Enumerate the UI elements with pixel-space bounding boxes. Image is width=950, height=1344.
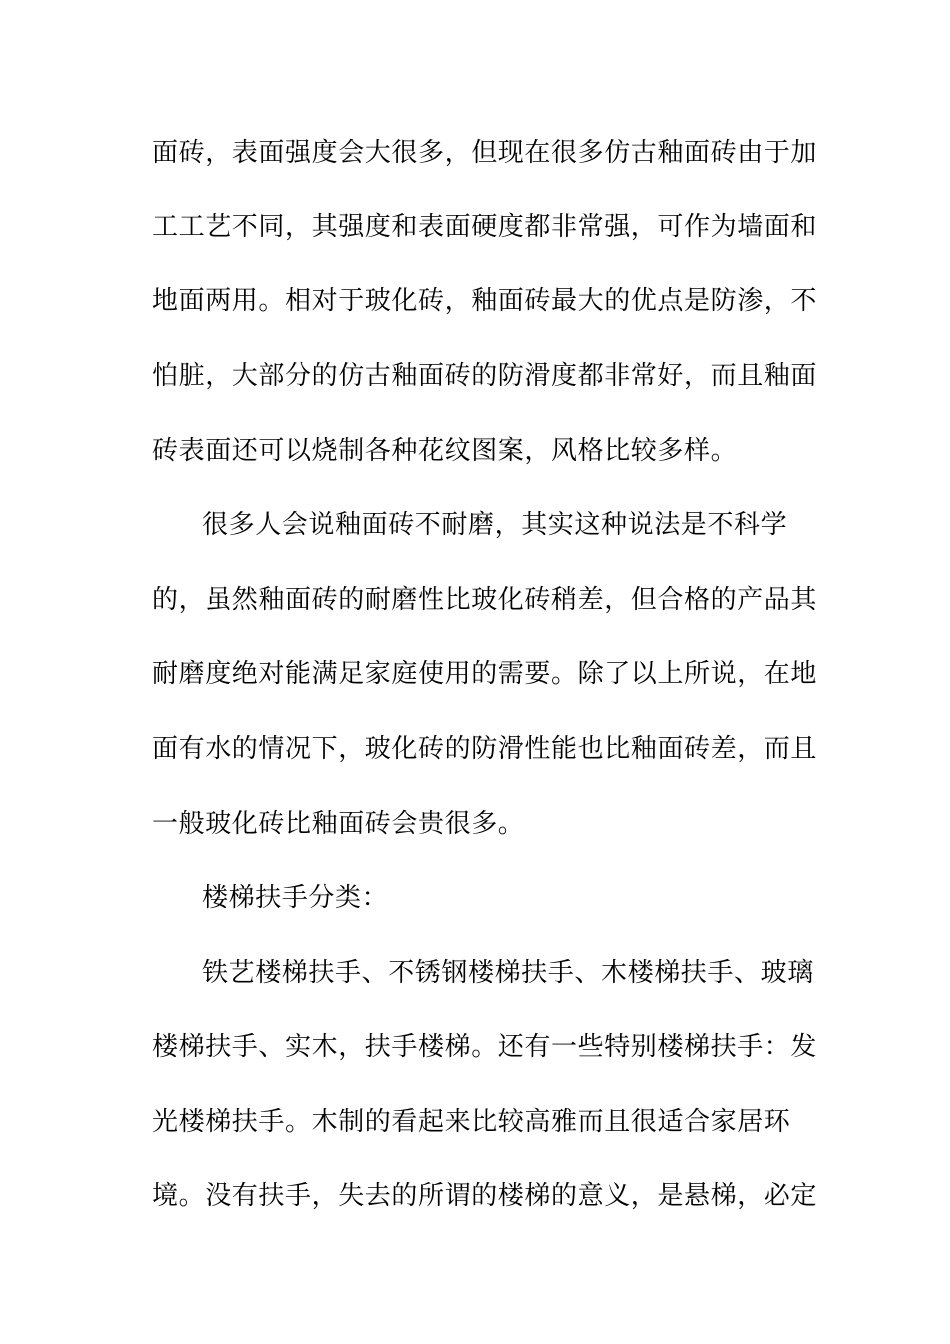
paragraph-start-line: 很多人会说釉面砖不耐磨，其实这种说法是不科学 [202, 510, 788, 540]
text-line: 光楼梯扶手。木制的看起来比较高雅而且很适合家居环 [152, 1107, 791, 1137]
text-line: 楼梯扶手、实木，扶手楼梯。还有一些特别楼梯扶手：发 [152, 1032, 818, 1062]
text-line: 的，虽然釉面砖的耐磨性比玻化砖稍差，但合格的产品其 [152, 585, 818, 615]
text-line: 面有水的情况下，玻化砖的防滑性能也比釉面砖差，而且 [152, 734, 818, 764]
text-line: 地面两用。相对于玻化砖，釉面砖最大的优点是防渗，不 [152, 286, 818, 316]
text-line: 耐磨度绝对能满足家庭使用的需要。除了以上所说，在地 [152, 659, 818, 689]
text-line: 砖表面还可以烧制各种花纹图案，风格比较多样。 [152, 436, 738, 466]
section-heading: 楼梯扶手分类： [202, 883, 389, 913]
text-line: 工工艺不同，其强度和表面硬度都非常强，可作为墙面和 [152, 212, 818, 242]
text-line: 怕脏，大部分的仿古釉面砖的防滑度都非常好，而且釉面 [152, 361, 818, 391]
text-line: 境。没有扶手，失去的所谓的楼梯的意义，是悬梯，必定 [152, 1181, 818, 1211]
text-line: 一般玻化砖比釉面砖会贵很多。 [152, 809, 525, 839]
paragraph-start-line: 铁艺楼梯扶手、不锈钢楼梯扶手、木楼梯扶手、玻璃 [202, 958, 814, 988]
text-line: 面砖，表面强度会大很多，但现在很多仿古釉面砖由于加 [152, 138, 818, 168]
